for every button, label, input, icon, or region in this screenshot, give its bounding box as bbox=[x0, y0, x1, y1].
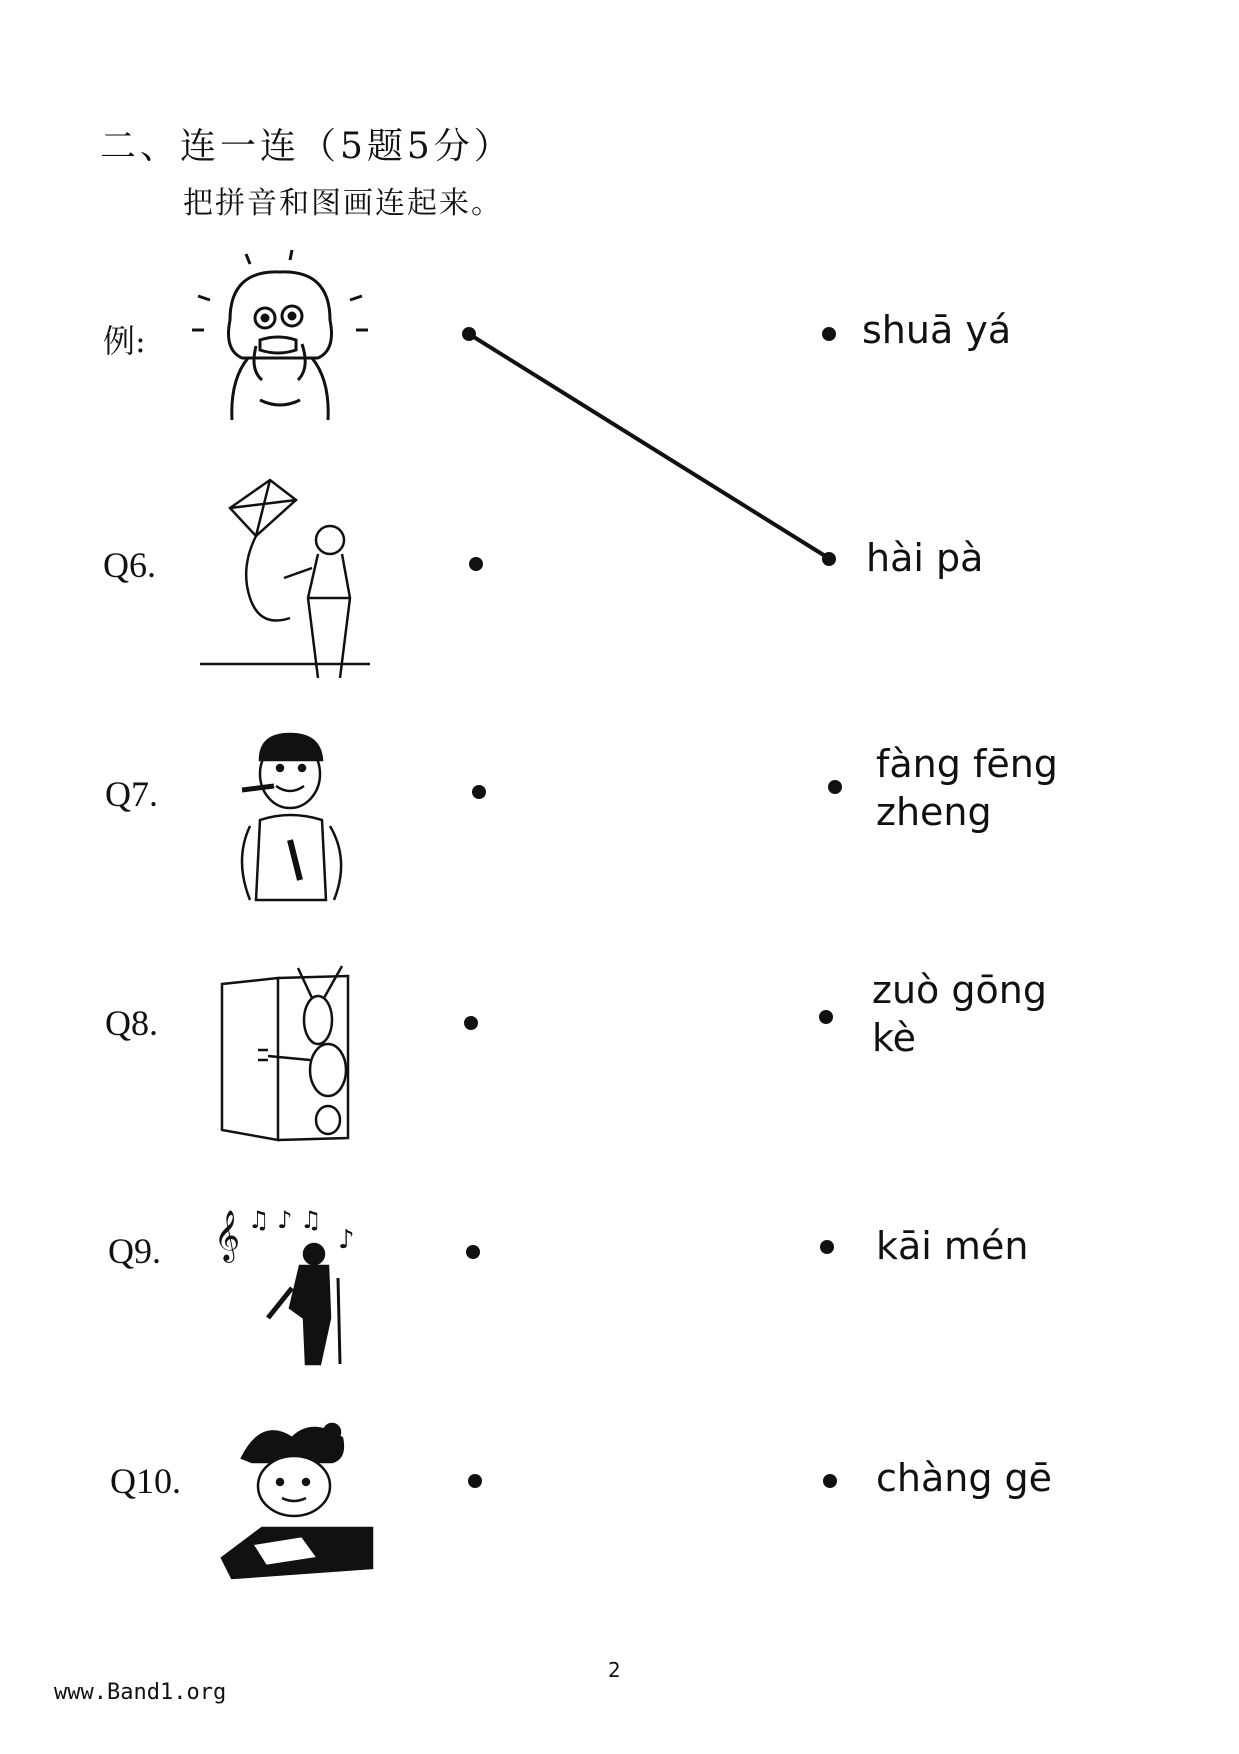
pinyin-option-5: kāi mén bbox=[876, 1224, 1029, 1268]
girl-flying-kite-icon bbox=[200, 478, 380, 698]
pinyin-option-2: hài pà bbox=[866, 536, 984, 580]
pinyin-dot-4[interactable] bbox=[819, 1010, 833, 1024]
pinyin-option-3: fàng fēng zheng bbox=[876, 742, 1058, 834]
instruction-text: 把拼音和图画连起来。 bbox=[183, 186, 503, 221]
svg-text:♫ ♪ ♫: ♫ ♪ ♫ bbox=[248, 1206, 322, 1234]
q9-picture-dot[interactable] bbox=[466, 1245, 480, 1259]
page-number: 2 bbox=[608, 1658, 621, 1682]
pinyin-dot-6[interactable] bbox=[823, 1474, 837, 1488]
question-label-q8: Q8. bbox=[105, 1003, 158, 1043]
singer-with-music-notes-icon bbox=[208, 1198, 378, 1368]
footer-url: www.Band1.org bbox=[54, 1680, 227, 1705]
q8-picture-dot[interactable] bbox=[464, 1016, 478, 1030]
question-label-q9: Q9. bbox=[108, 1231, 161, 1271]
q6-picture-dot[interactable] bbox=[469, 557, 483, 571]
pinyin-dot-5[interactable] bbox=[820, 1240, 834, 1254]
pinyin-dot-3[interactable] bbox=[828, 780, 842, 794]
ant-opening-door-icon bbox=[218, 960, 368, 1150]
question-label-q10: Q10. bbox=[110, 1461, 181, 1501]
q7-picture-dot[interactable] bbox=[472, 785, 486, 799]
svg-text:𝄞: 𝄞 bbox=[214, 1210, 241, 1261]
example-label: 例: bbox=[103, 322, 146, 360]
boy-brushing-teeth-icon bbox=[230, 730, 360, 910]
section-title: 二、连一连（5题5分） bbox=[100, 126, 514, 167]
pinyin-option-1: shuā yá bbox=[862, 308, 1012, 352]
pinyin-option-6: chàng gē bbox=[876, 1456, 1053, 1500]
question-label-q6: Q6. bbox=[103, 545, 156, 585]
question-label-q7: Q7. bbox=[105, 774, 158, 814]
pinyin-dot-2[interactable] bbox=[822, 552, 836, 566]
svg-text:♪: ♪ bbox=[338, 1225, 355, 1255]
girl-doing-homework-icon bbox=[222, 1418, 382, 1583]
q10-picture-dot[interactable] bbox=[468, 1474, 482, 1488]
pinyin-option-4: zuò gōng kè bbox=[872, 968, 1047, 1060]
